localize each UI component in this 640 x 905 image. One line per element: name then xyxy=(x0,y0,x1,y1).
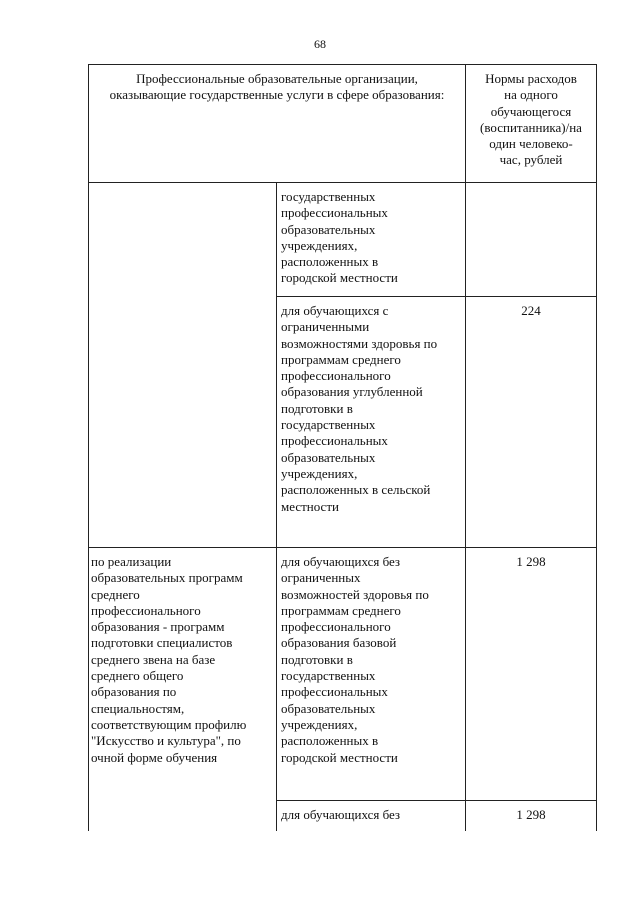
header-organizations: Профессиональные образовательные организации, оказывающие государственные услуги в сфере образования: xyxy=(89,65,466,183)
table-row xyxy=(89,548,597,801)
category-cell: для обучающихся без ограниченных возможностей здоровья по программам среднего профессионального образования базовой подготовки в государственных профессиональных образовательных учреждениях, расположенных в городской местности xyxy=(277,548,466,801)
norm-cell: 224 xyxy=(466,297,597,548)
page-number: 68 xyxy=(314,37,326,51)
norm-cell xyxy=(466,183,597,297)
norm-cell: 1 298 xyxy=(466,801,597,831)
header-norms: Нормы расходов на одного обучающегося (воспитанника)/на один человеко- час, рублей xyxy=(466,65,597,183)
norm-cell: 1 298 xyxy=(466,548,597,801)
activity-cell: по реализации образовательных программ среднего профессионального образования - программ подготовки специалистов среднего звена на базе среднего общего образования по специальностям, соответствующим профилю "Искусство и культура", по очной форме обучения xyxy=(89,548,277,831)
table-row xyxy=(89,183,597,297)
category-cell: для обучающихся без xyxy=(277,801,466,831)
norms-table xyxy=(88,64,597,831)
activity-cell xyxy=(89,183,277,548)
category-cell: для обучающихся с ограниченными возможностями здоровья по программам среднего профессионального образования углубленной подготовки в государственных профессиональных образовательных учреждениях, расположенных в сельской местности xyxy=(277,297,466,548)
table-header-row xyxy=(89,65,597,183)
category-cell: государственных профессиональных образовательных учреждениях, расположенных в городской местности xyxy=(277,183,466,297)
